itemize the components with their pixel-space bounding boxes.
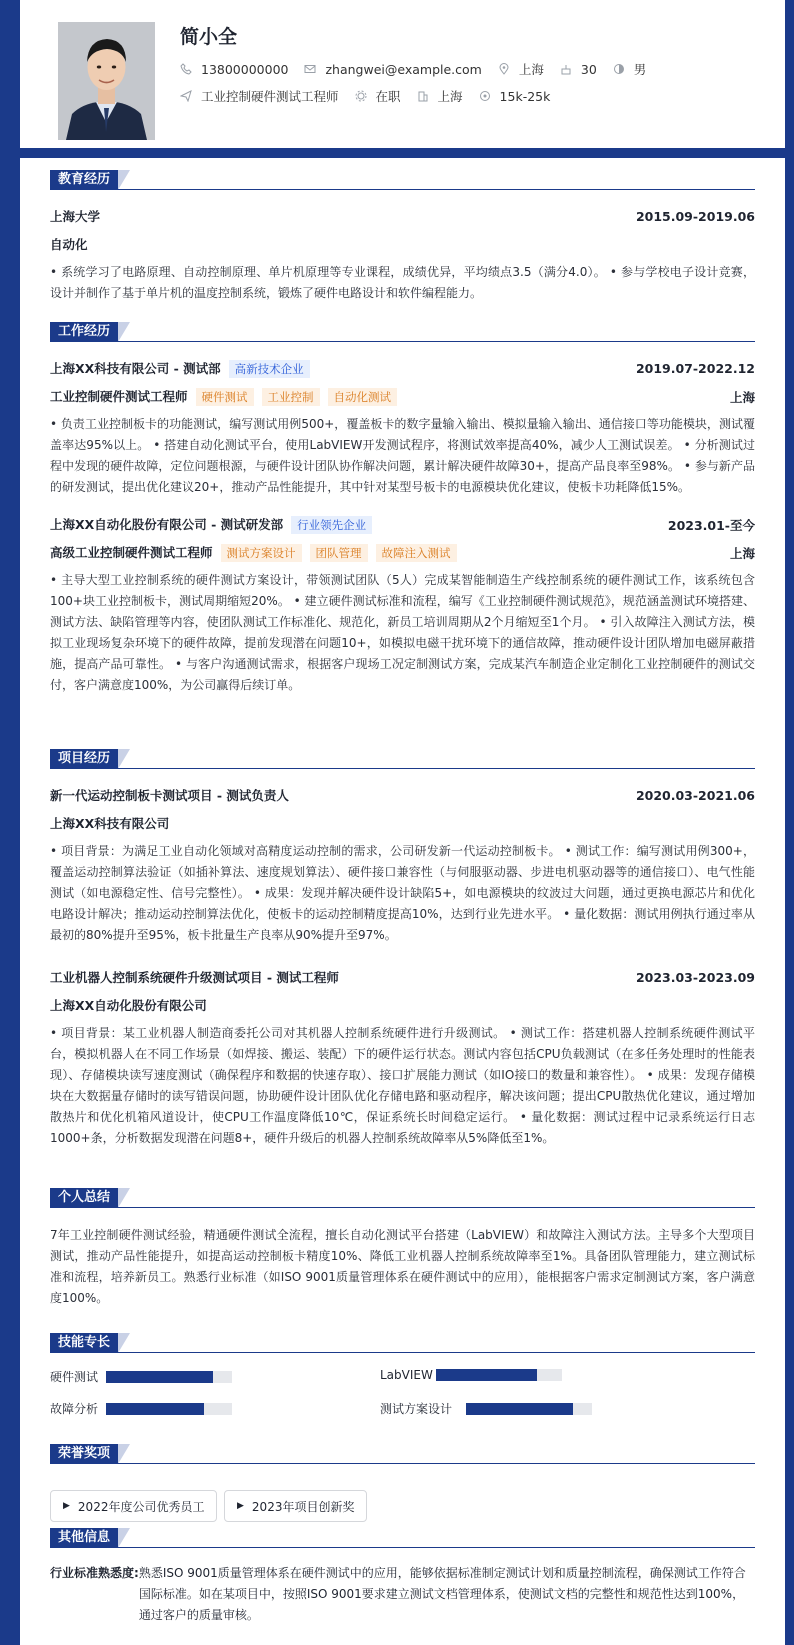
right-border bbox=[785, 0, 794, 1645]
work-1-period: 2019.07-2022.12 bbox=[635, 361, 755, 376]
expect-city-item bbox=[417, 87, 463, 105]
work-2-title-row bbox=[50, 543, 755, 562]
project-1-header bbox=[50, 786, 755, 804]
job-text: 工业控制硬件测试工程师 bbox=[201, 89, 339, 104]
section-title-summary: 个人总结 bbox=[50, 1188, 118, 1208]
skill-bar-fill bbox=[466, 1403, 573, 1415]
salary-text: 15k-25k bbox=[499, 88, 551, 104]
project-2-company: 上海XX自动化股份有限公司 bbox=[50, 998, 207, 1013]
email-text: zhangwei@example.com bbox=[325, 61, 482, 77]
work-2-desc: • 主导大型工业控制系统的硬件测试方案设计，带领测试团队（5人）完成某智能制造生产线控制系统的硬件测试工作，该系统包含100+块工业控制板卡，测试周期缩短20%。 • 建立硬件测试标准和流程，编写《工业控制硬件测试规范》，规范涵盖测试环境搭建、测试方法、缺陷管理等内容，使团队测试工作标准化、规范化，新员工培训周期从2个月缩短至1个月。 • 引入故障注入测试方法，模拟工业现场复杂环境下的硬件故障，提前发现潜在问题10+，如模拟电磁干扰环境下的通信故障，推动硬件设计团队增加电磁屏蔽措施，提高产品可靠性。 • 与客户沟通测试需求，根据客户现场工况定制测试方案，完成某汽车制造企业定制化工业控制硬件的测试交付，客户满意度100%，为公司赢得后续订单。 bbox=[50, 573, 755, 692]
work-1-desc: • 负责工业控制板卡的功能测试，编写测试用例500+，覆盖板卡的数字量输入输出、模拟量输入输出、通信接口等功能模块，测试覆盖率达95%以上。 • 搭建自动化测试平台，使用LabVIEW开发测试程序，将测试效率提高40%，减少人工测试误差。 • 分析测试过程中发现的硬件故障，定位问题根源，与硬件设计团队协作解决问题，累计解决硬件故障30+，提高产品良率至98%。 • 参与新产品的研发测试，提出优化建议20+，推动产品性能提升，其中针对某型号板卡的电源模块优化建议，使板卡功耗降低15%。 bbox=[50, 417, 755, 494]
skill-name: 硬件测试 bbox=[50, 1370, 99, 1384]
project-1-company: 上海XX科技有限公司 bbox=[50, 816, 170, 831]
education-major-row bbox=[50, 235, 755, 253]
project-2-header bbox=[50, 968, 755, 986]
project-1-company-row bbox=[50, 814, 755, 832]
section-divider bbox=[50, 1352, 755, 1353]
work-1-company-tag: 高新技术企业 bbox=[229, 360, 310, 378]
skill-bar bbox=[106, 1403, 232, 1415]
cake-icon bbox=[560, 63, 572, 75]
award-badge bbox=[224, 1490, 367, 1522]
work-1-company-wrap bbox=[50, 359, 310, 378]
status-text: 在职 bbox=[375, 89, 401, 104]
work-1-title-wrap bbox=[50, 387, 397, 406]
work-1-title-row bbox=[50, 387, 755, 406]
section-title-education: 教育经历 bbox=[50, 170, 118, 190]
section-other bbox=[50, 1528, 118, 1548]
section-title-skills: 技能专长 bbox=[50, 1333, 118, 1353]
location-icon bbox=[498, 63, 510, 75]
education-period: 2015.09-2019.06 bbox=[635, 208, 755, 224]
school-name: 上海大学 bbox=[50, 209, 101, 224]
skill-bar-fill bbox=[106, 1371, 213, 1383]
send-icon bbox=[180, 90, 192, 102]
work-1-header bbox=[50, 359, 755, 378]
gear-icon bbox=[355, 90, 367, 102]
section-project bbox=[50, 749, 118, 769]
project-2-period: 2023.03-2023.09 bbox=[635, 969, 755, 985]
triangle-icon: ▶ bbox=[63, 1501, 70, 1511]
work-1-tag: 工业控制 bbox=[262, 388, 320, 406]
gender-item bbox=[613, 60, 647, 78]
section-skills bbox=[50, 1333, 118, 1353]
work-2-company-tag: 行业领先企业 bbox=[291, 516, 372, 534]
section-divider bbox=[50, 1547, 755, 1548]
project-2-company-row bbox=[50, 996, 755, 1014]
skill-name: LabVIEW bbox=[380, 1368, 433, 1382]
building-icon bbox=[417, 90, 429, 102]
work-2-tag: 测试方案设计 bbox=[221, 544, 302, 562]
section-summary bbox=[50, 1188, 118, 1208]
summary-text: 7年工业控制硬件测试经验，精通硬件测试全流程，擅长自动化测试平台搭建（LabVIEW）和故障注入测试方法。主导多个大型项目测试，推动产品性能提升，如提高运动控制板卡精度10%、降低工业机器人控制系统故障率至1%。具备团队管理能力，建立测试标准和流程，培养新员工。熟悉行业标准（如ISO 9001质量管理体系在硬件测试中的应用），能根据客户需求定制测试方案，客户满意度100%。 bbox=[50, 1228, 755, 1305]
work-1-tag: 硬件测试 bbox=[196, 388, 254, 406]
mail-icon bbox=[304, 63, 316, 75]
section-divider bbox=[50, 1207, 755, 1208]
avatar bbox=[58, 22, 155, 140]
skill-name: 测试方案设计 bbox=[380, 1402, 453, 1416]
section-education bbox=[50, 170, 118, 190]
work-2-tag: 团队管理 bbox=[310, 544, 368, 562]
age-item bbox=[560, 62, 597, 77]
skill-item bbox=[50, 1368, 232, 1385]
work-2-title: 高级工业控制硬件测试工程师 bbox=[50, 545, 213, 560]
work-2-period: 2023.01-至今 bbox=[667, 517, 755, 533]
work-2-header bbox=[50, 515, 755, 534]
city-item bbox=[498, 60, 544, 78]
skill-item bbox=[50, 1400, 232, 1417]
status-item bbox=[355, 87, 401, 105]
award-label: 2022年度公司优秀员工 bbox=[77, 1499, 205, 1514]
project-1-period: 2020.03-2021.06 bbox=[635, 787, 755, 803]
section-divider bbox=[50, 768, 755, 769]
coin-icon bbox=[479, 90, 491, 102]
skill-bar bbox=[466, 1403, 592, 1415]
work-1-city: 上海 bbox=[729, 389, 755, 405]
other-info-key: 行业标准熟悉度: bbox=[50, 1566, 139, 1580]
section-awards bbox=[50, 1444, 118, 1464]
age-text: 30 bbox=[580, 61, 597, 77]
section-title-work: 工作经历 bbox=[50, 322, 118, 342]
other-info-row bbox=[50, 1563, 755, 1626]
phone-item bbox=[180, 62, 288, 77]
award-badge bbox=[50, 1490, 217, 1522]
section-divider bbox=[50, 1463, 755, 1464]
project-2-desc: • 项目背景：某工业机器人制造商委托公司对其机器人控制系统硬件进行升级测试。 • 测试工作：搭建机器人控制系统硬件测试平台，模拟机器人在不同工作场景（如焊接、搬运、装配）下的硬件运行状态。测试内容包括CPU负载测试（在多任务处理时的性能表现）、存储模块读写速度测试（确保程序和数据的快速存取）、接口扩展能力测试（如IO接口的数量和兼容性）。 • 成果：发现存储模块在大数据量存储时的读写错误问题，协助硬件设计团队优化存储电路和驱动程序，解决该问题；提出CPU散热优化建议，通过增加散热片和优化机箱风道设计，使CPU工作温度降低10℃，保证系统长时间稳定运行。 • 量化数据：测试过程中记录系统运行日志1000+条，分析数据发现潜在问题8+，硬件升级后的机器人控制系统故障率从5%降低至1%。 bbox=[50, 1026, 755, 1145]
work-2-title-wrap bbox=[50, 543, 457, 562]
salary-item bbox=[479, 89, 551, 104]
section-title-awards: 荣誉奖项 bbox=[50, 1444, 118, 1464]
skill-bar bbox=[106, 1371, 232, 1383]
project-2-name: 工业机器人控制系统硬件升级测试项目 - 测试工程师 bbox=[50, 970, 339, 985]
contact-row bbox=[180, 60, 662, 78]
work-1-company: 上海XX科技有限公司 - 测试部 bbox=[50, 361, 221, 376]
section-divider bbox=[50, 341, 755, 342]
city-text: 上海 bbox=[518, 62, 544, 77]
gender-icon bbox=[613, 63, 625, 75]
job-row bbox=[180, 87, 566, 105]
gender-text: 男 bbox=[633, 62, 647, 77]
skill-name: 故障分析 bbox=[50, 1402, 99, 1416]
section-title-project: 项目经历 bbox=[50, 749, 118, 769]
project-1-name: 新一代运动控制板卡测试项目 - 测试负责人 bbox=[50, 788, 289, 803]
expect-city-text: 上海 bbox=[437, 89, 463, 104]
section-work bbox=[50, 322, 118, 342]
skill-bar bbox=[436, 1369, 562, 1381]
project-1-desc: • 项目背景：为满足工业自动化领域对高精度运动控制的需求，公司研发新一代运动控制板卡。 • 测试工作：编写测试用例300+，覆盖运动控制算法验证（如插补算法、速度规划算法）、硬件接口兼容性（与伺服驱动器、步进电机驱动器等的通信接口）、电气性能测试（如电源稳定性、信号完整性）。 • 成果：发现并解决硬件设计缺陷5+，如电源模块的纹波过大问题，通过更换电源芯片和优化电路设计解决；推动运动控制算法优化，使板卡的运动控制精度提高10%，达到行业先进水平。 • 量化数据：测试用例执行通过率从最初的80%提升至95%，板卡批量生产良率从90%提升至97%。 bbox=[50, 844, 755, 942]
work-2-city: 上海 bbox=[729, 545, 755, 561]
phone-text: 13800000000 bbox=[201, 61, 289, 77]
section-divider bbox=[50, 189, 755, 190]
skill-item bbox=[380, 1400, 592, 1417]
candidate-name: 简小全 bbox=[180, 26, 238, 48]
phone-icon bbox=[180, 63, 192, 75]
work-2-company-wrap bbox=[50, 515, 372, 534]
skill-item bbox=[380, 1368, 562, 1382]
education-major: 自动化 bbox=[50, 237, 88, 252]
work-1-tag: 自动化测试 bbox=[328, 388, 398, 406]
resume-body bbox=[20, 158, 785, 1645]
skill-bar-fill bbox=[436, 1369, 537, 1381]
job-item bbox=[180, 87, 339, 105]
education-header bbox=[50, 207, 755, 225]
skill-bar-fill bbox=[106, 1403, 204, 1415]
work-2-tag: 故障注入测试 bbox=[376, 544, 457, 562]
award-label: 2023年项目创新奖 bbox=[251, 1499, 355, 1514]
other-info-value: 熟悉ISO 9001质量管理体系在硬件测试中的应用，能够依据标准制定测试计划和质量控制流程，确保测试工作符合国际标准。如在某项目中，按照ISO 9001要求建立测试文档管理体系，使测试文档的完整性和规范性达到100%，通过客户的质量审核。 bbox=[138, 1566, 746, 1622]
triangle-icon: ▶ bbox=[237, 1501, 244, 1511]
education-desc: • 系统学习了电路原理、自动控制原理、单片机原理等专业课程，成绩优异，平均绩点3.5（满分4.0）。 • 参与学校电子设计竞赛，设计并制作了基于单片机的温度控制系统，锻炼了硬件电路设计和软件编程能力。 bbox=[50, 265, 755, 300]
work-2-company: 上海XX自动化股份有限公司 - 测试研发部 bbox=[50, 517, 284, 532]
email-item bbox=[304, 62, 481, 77]
work-1-title: 工业控制硬件测试工程师 bbox=[50, 389, 188, 404]
section-title-other: 其他信息 bbox=[50, 1528, 118, 1548]
